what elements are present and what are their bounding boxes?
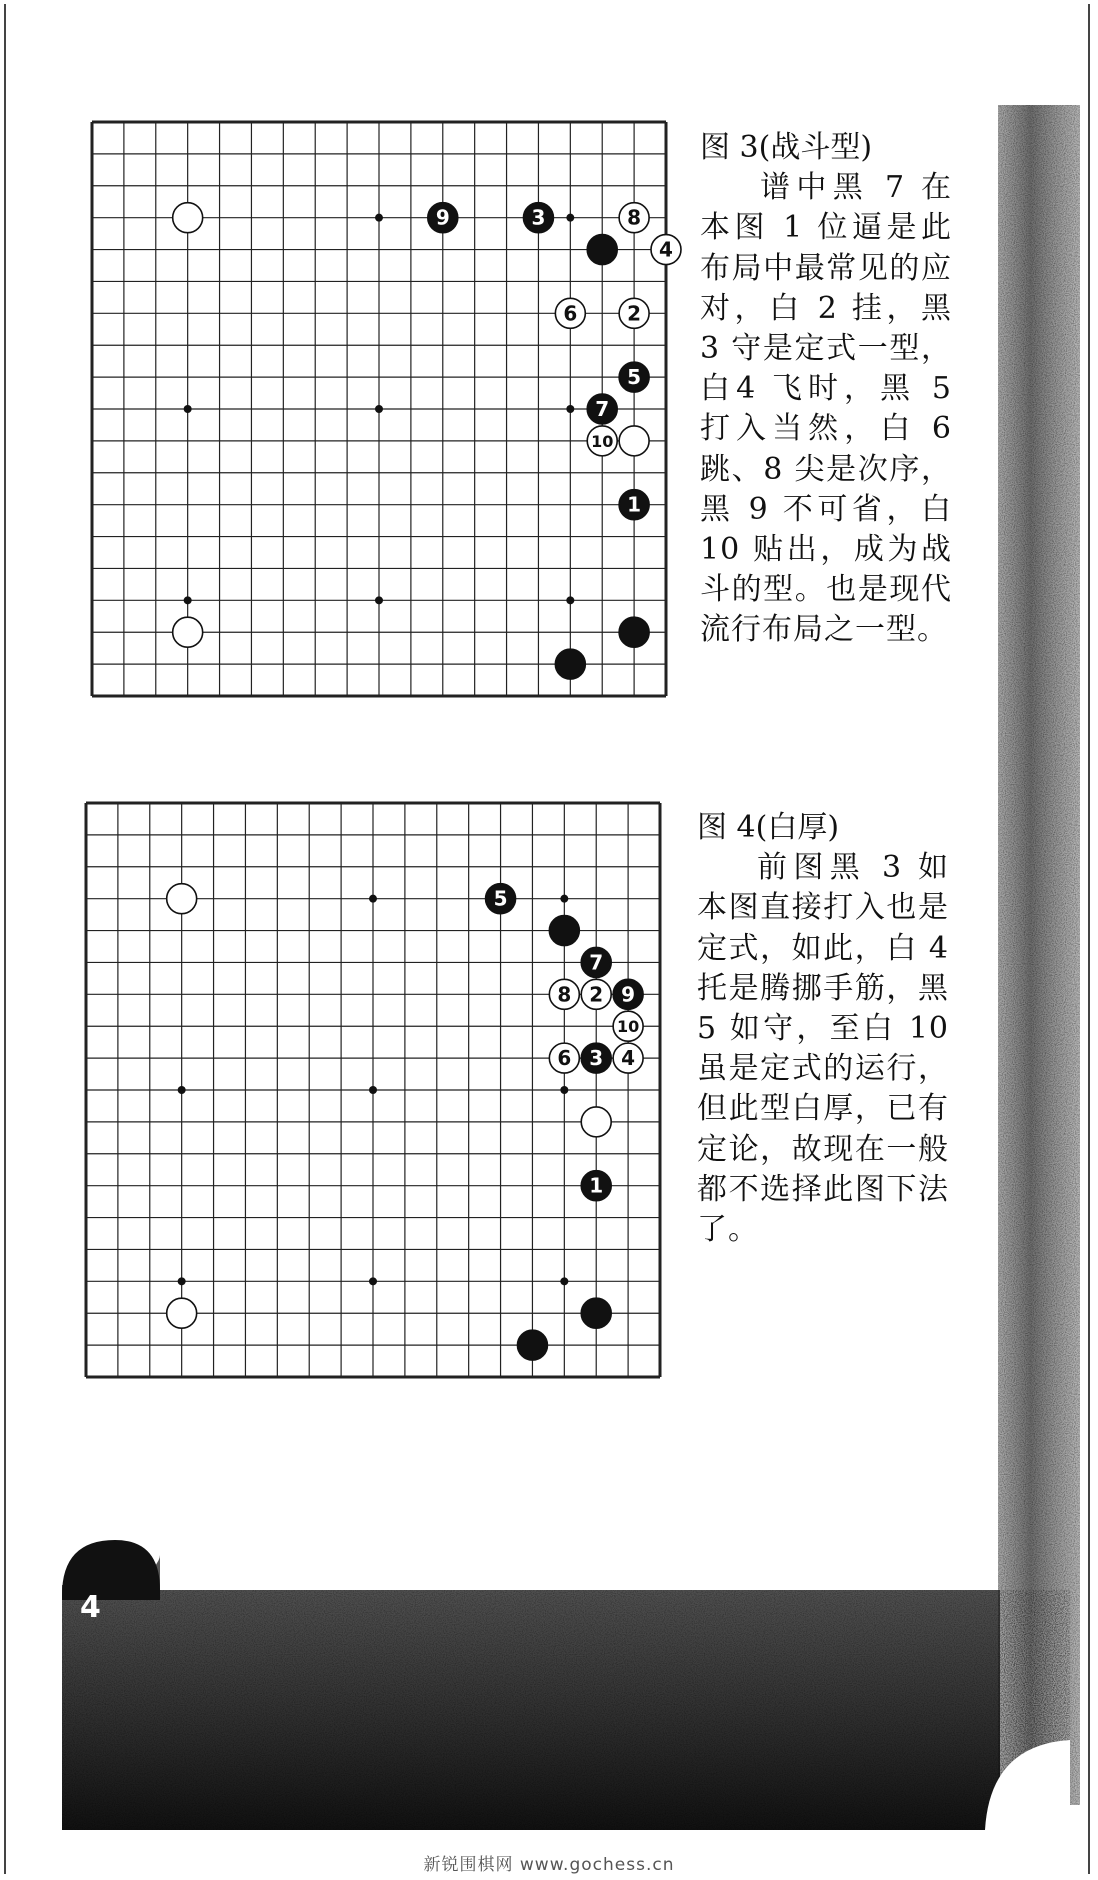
black-stone-3 [581, 1043, 611, 1073]
black-stone-9 [613, 979, 643, 1009]
move-number: 10 [591, 431, 614, 451]
move-number: 2 [589, 982, 604, 1007]
white-stone [167, 1298, 197, 1328]
diagram-4-description: 前图黑 3 如本图直接打入也是定式，如此，白 4托是腾挪手筋，黑5 如守，至白 10 虽是定式的运行，但此型白厚，已有定论，故现在一般都不选择此图下法了。 [697, 850, 949, 1248]
black-stone-7 [587, 394, 617, 424]
star-point [560, 1086, 568, 1094]
star-point [369, 1277, 377, 1285]
move-number: 1 [627, 492, 642, 517]
white-stone [173, 203, 203, 233]
diagram-3-caption: 图 3(战斗型) [700, 130, 873, 165]
diagram-3-text [700, 128, 952, 651]
move-number: 7 [589, 950, 604, 975]
diagram-4-caption: 图 4(白厚) [697, 810, 840, 845]
move-number: 4 [659, 237, 673, 262]
move-number: 9 [435, 205, 450, 230]
star-point [375, 214, 383, 222]
black-stone-5 [486, 884, 516, 914]
move-number: 5 [627, 365, 642, 390]
black-stone [549, 916, 579, 946]
black-stone [581, 1298, 611, 1328]
black-stone-1 [581, 1171, 611, 1201]
star-point [369, 1086, 377, 1094]
move-number: 7 [595, 397, 610, 421]
black-stone-1 [619, 490, 649, 520]
black-stone [587, 235, 617, 265]
move-number: 8 [557, 982, 572, 1007]
white-stone [167, 884, 197, 914]
star-point [375, 596, 383, 604]
white-stone [173, 617, 203, 647]
star-point [560, 895, 568, 903]
star-point [178, 1086, 186, 1094]
move-number: 2 [627, 301, 642, 326]
star-point [560, 1277, 568, 1285]
white-stone-4 [651, 235, 681, 265]
white-stone [581, 1107, 611, 1137]
white-stone-4 [613, 1043, 643, 1073]
diagram-4-text [697, 808, 949, 1250]
go-board-diagram-3 [92, 122, 673, 696]
move-number: 8 [627, 205, 642, 230]
move-number: 10 [616, 1017, 640, 1037]
move-number: 5 [493, 886, 508, 911]
black-stone-5 [619, 362, 649, 392]
white-stone-6 [549, 1043, 579, 1073]
diagram-3-description: 谱中黑 7 在本图 1 位逼是此布局中最常见的应对，白 2 挂，黑 3 守是定式一型，白4 飞时，黑 5 打入当然，白 6 跳、8 尖是次序，黑 9 不可省，白 10 贴出，成为战斗的型。也是现代流行布局之一型。 [700, 170, 952, 648]
star-point [566, 596, 574, 604]
star-point [178, 1277, 186, 1285]
white-stone-10 [587, 426, 617, 456]
move-number: 1 [589, 1173, 604, 1198]
star-point [184, 405, 192, 413]
black-stone [555, 649, 585, 679]
white-stone [619, 426, 649, 456]
black-stone [619, 617, 649, 647]
white-stone-10 [613, 1011, 643, 1041]
move-number: 4 [621, 1046, 636, 1071]
move-number: 6 [563, 301, 578, 326]
white-stone-2 [619, 298, 649, 328]
star-point [566, 214, 574, 222]
white-stone-8 [619, 203, 649, 233]
star-point [369, 895, 377, 903]
go-board-diagram-4 [86, 803, 660, 1377]
move-number: 3 [531, 205, 546, 230]
star-point [184, 596, 192, 604]
black-stone-7 [581, 947, 611, 977]
black-stone-3 [523, 203, 553, 233]
star-point [566, 405, 574, 413]
white-stone-6 [555, 298, 585, 328]
star-point [375, 405, 383, 413]
white-stone-8 [549, 979, 579, 1009]
black-stone-9 [428, 203, 458, 233]
white-stone-2 [581, 979, 611, 1009]
move-number: 9 [621, 982, 636, 1007]
black-stone [517, 1330, 547, 1360]
footer-watermark: 新锐围棋网 www.gochess.cn [423, 1855, 675, 1875]
move-number: 3 [589, 1046, 604, 1071]
page-number: 4 [80, 1590, 101, 1625]
move-number: 6 [557, 1046, 572, 1071]
